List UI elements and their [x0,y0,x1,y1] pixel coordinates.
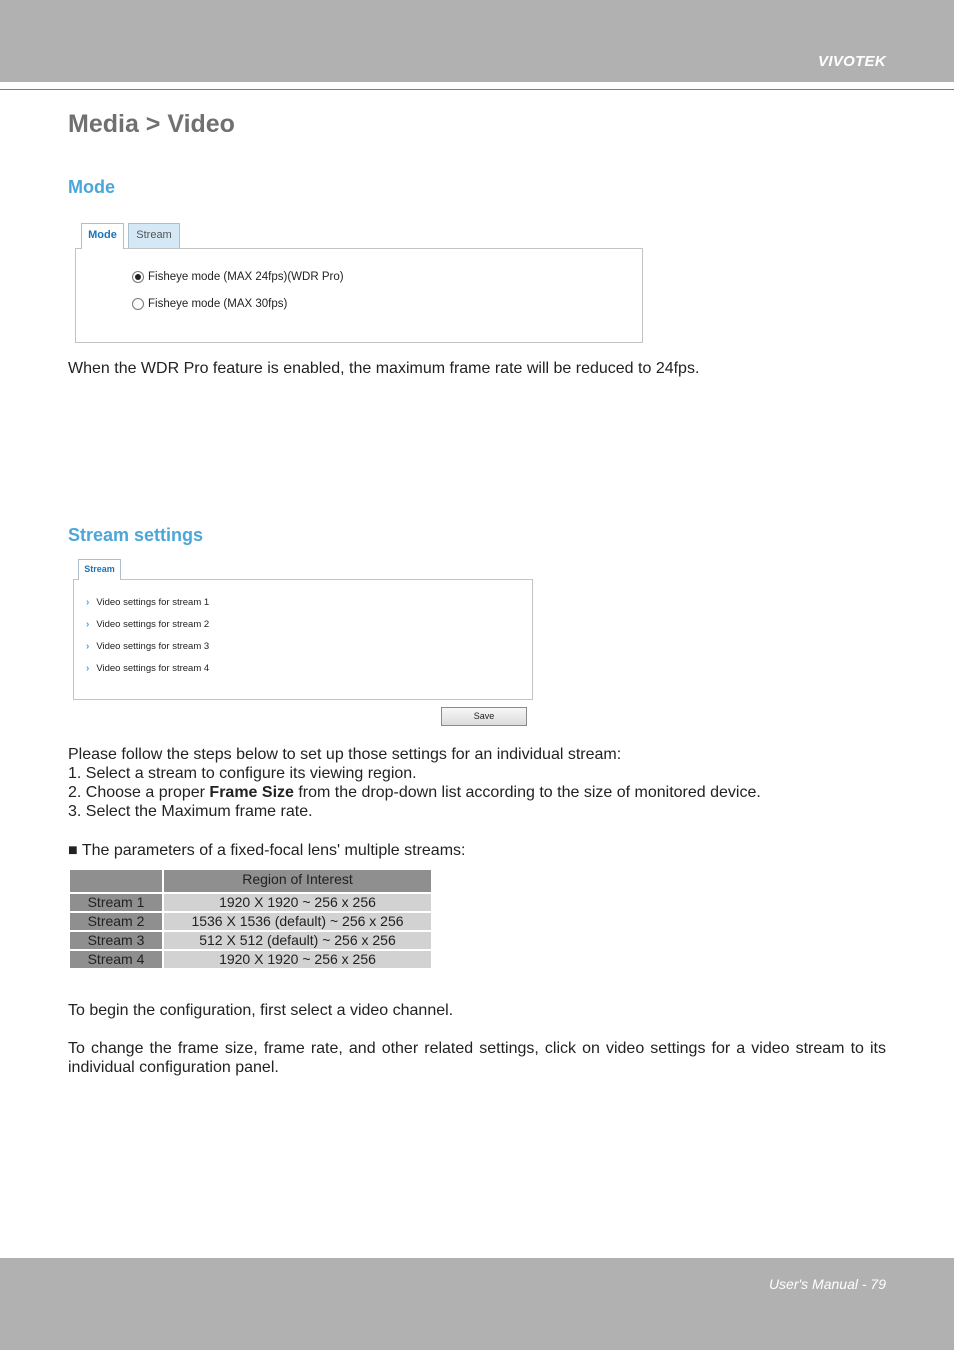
stream-cell: Stream 3 [70,932,162,949]
step-2 [68,783,761,802]
radio-unchecked[interactable] [132,298,144,310]
step-2-bold: Frame Size [209,784,294,801]
stream-link-3-label[interactable]: Video settings for stream 3 [96,641,210,652]
header-band [0,0,954,82]
stream-link-2[interactable] [86,619,209,630]
table-row [70,932,431,949]
stream-cell: Stream 4 [70,951,162,968]
table-row [70,894,431,911]
config-intro: To begin the configuration, first select a video channel. [68,1002,454,1019]
table-row [70,951,431,968]
stream-link-2-label[interactable]: Video settings for stream 2 [96,619,210,630]
roi-cell: 1920 X 1920 ~ 256 x 256 [164,951,431,968]
stream-cell: Stream 2 [70,913,162,930]
step-2-suffix: from the drop-down list according to the size of monitored device. [293,784,761,801]
step-3: 3. Select the Maximum frame rate. [68,803,313,820]
footer-band [0,1258,954,1350]
wdr-note: When the WDR Pro feature is enabled, the maximum frame rate will be reduced to 24fps. [68,360,700,377]
fisheye-24fps-label: Fisheye mode (MAX 24fps)(WDR Pro) [148,271,344,283]
stream-link-4-label[interactable]: Video settings for stream 4 [96,663,210,674]
page-title: Media > Video [68,110,235,138]
tab-mode[interactable]: Mode [81,223,124,249]
tab-stream[interactable]: Stream [128,223,180,248]
footer-page-label: User's Manual - 79 [768,1276,886,1292]
step-1: 1. Select a stream to configure its viewing region. [68,765,417,782]
fisheye-24fps-option[interactable] [132,271,344,283]
table-header-roi: Region of Interest [164,870,431,892]
step-2-prefix: 2. Choose a proper [68,784,210,801]
fisheye-30fps-label: Fisheye mode (MAX 30fps) [148,298,288,310]
chevron-right-icon: › [86,641,90,652]
roi-cell: 512 X 512 (default) ~ 256 x 256 [164,932,431,949]
chevron-right-icon: › [86,597,90,608]
param-caption: ■ The parameters of a fixed-focal lens' multiple streams: [68,842,466,859]
mode-panel [75,248,643,343]
stream-link-1[interactable] [86,597,209,608]
radio-checked[interactable] [132,271,144,283]
fisheye-30fps-option[interactable] [132,298,287,310]
brand-logo: VIVOTEK [818,53,886,70]
chevron-right-icon: › [86,663,90,674]
stream-link-1-label[interactable]: Video settings for stream 1 [96,597,210,608]
config-details: To change the frame size, frame rate, and other related settings, click on video settings for a video stream to its individual configuration panel. [68,1040,886,1076]
stream-link-4[interactable] [86,663,209,674]
table-header-blank [70,870,162,892]
save-button[interactable]: Save [441,707,527,726]
table-row [70,913,431,930]
mode-heading: Mode [68,177,115,197]
table-header-row [70,870,431,892]
roi-cell: 1920 X 1920 ~ 256 x 256 [164,894,431,911]
header-divider [0,89,954,90]
stream-settings-heading: Stream settings [68,525,204,545]
stream-panel [73,579,533,700]
roi-cell: 1536 X 1536 (default) ~ 256 x 256 [164,913,431,930]
stream-cell: Stream 1 [70,894,162,911]
steps-intro: Please follow the steps below to set up those settings for an individual stream: [68,746,622,763]
chevron-right-icon: › [86,619,90,630]
stream-link-3[interactable] [86,641,209,652]
stream-parameters-table [68,868,433,970]
tab-stream-settings[interactable]: Stream [78,559,121,580]
